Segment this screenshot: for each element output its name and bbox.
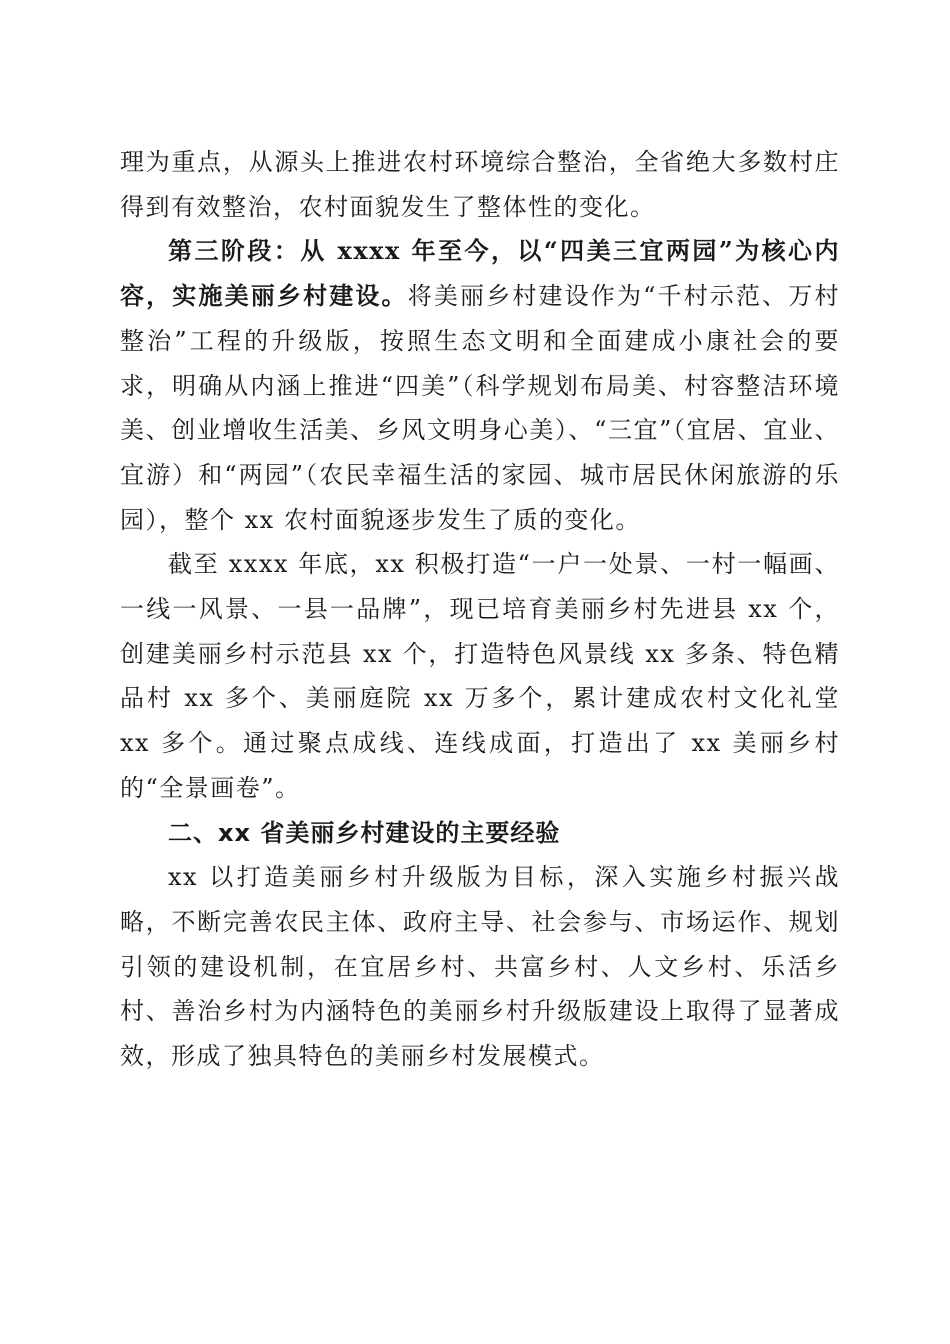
paragraph-continued: 理为重点，从源头上推进农村环境综合整治，全省绝大多数村庄得到有效整治，农村面貌发生了整体性的变化。	[120, 148, 840, 221]
paragraph-body-text: 将美丽乡村建设作为“千村示范、万村整治”工程的升级版，按照生态文明和全面建成小康社会的要求，明确从内涵上推进“四美”（科学规划布局美、村容整洁环境美、创业增收生活美、乡风文明身心美）、“三宜”（宜居、宜业、宜游）和“两园”（农民幸福生活的家园、城市居民休闲旅游的乐园），整个 xx 农村面貌逐步发生了质的变化。	[120, 282, 840, 534]
paragraph-third-stage	[120, 229, 840, 542]
section-heading: 二、xx 省美丽乡村建设的主要经验	[168, 818, 561, 847]
paragraph-achievements: 截至 xxxx 年底，xx 积极打造“一户一处景、一村一幅画、一线一风景、一县一品牌”，现已培育美丽乡村先进县 xx 个，创建美丽乡村示范县 xx 个，打造特色风景线 xx 多条、特色精品村 xx 多个、美丽庭院 xx 万多个，累计建成农村文化礼堂 xx 多个。通过聚点成线、连线成面，打造出了 xx 美丽乡村的“全景画卷”。	[120, 550, 840, 802]
paragraph-lead-sentence: 第三阶段：从 xxxx 年至今，以“四美三宜两园”为核心内容，实施美丽乡村建设。	[120, 236, 840, 311]
document-page	[120, 140, 840, 1079]
paragraph-main-experience: xx 以打造美丽乡村升级版为目标，深入实施乡村振兴战略，不断完善农民主体、政府主导、社会参与、市场运作、规划引领的建设机制，在宜居乡村、共富乡村、人文乡村、乐活乡村、善治乡村为内涵特色的美丽乡村升级版建设上取得了显著成效，形成了独具特色的美丽乡村发展模式。	[120, 863, 840, 1071]
